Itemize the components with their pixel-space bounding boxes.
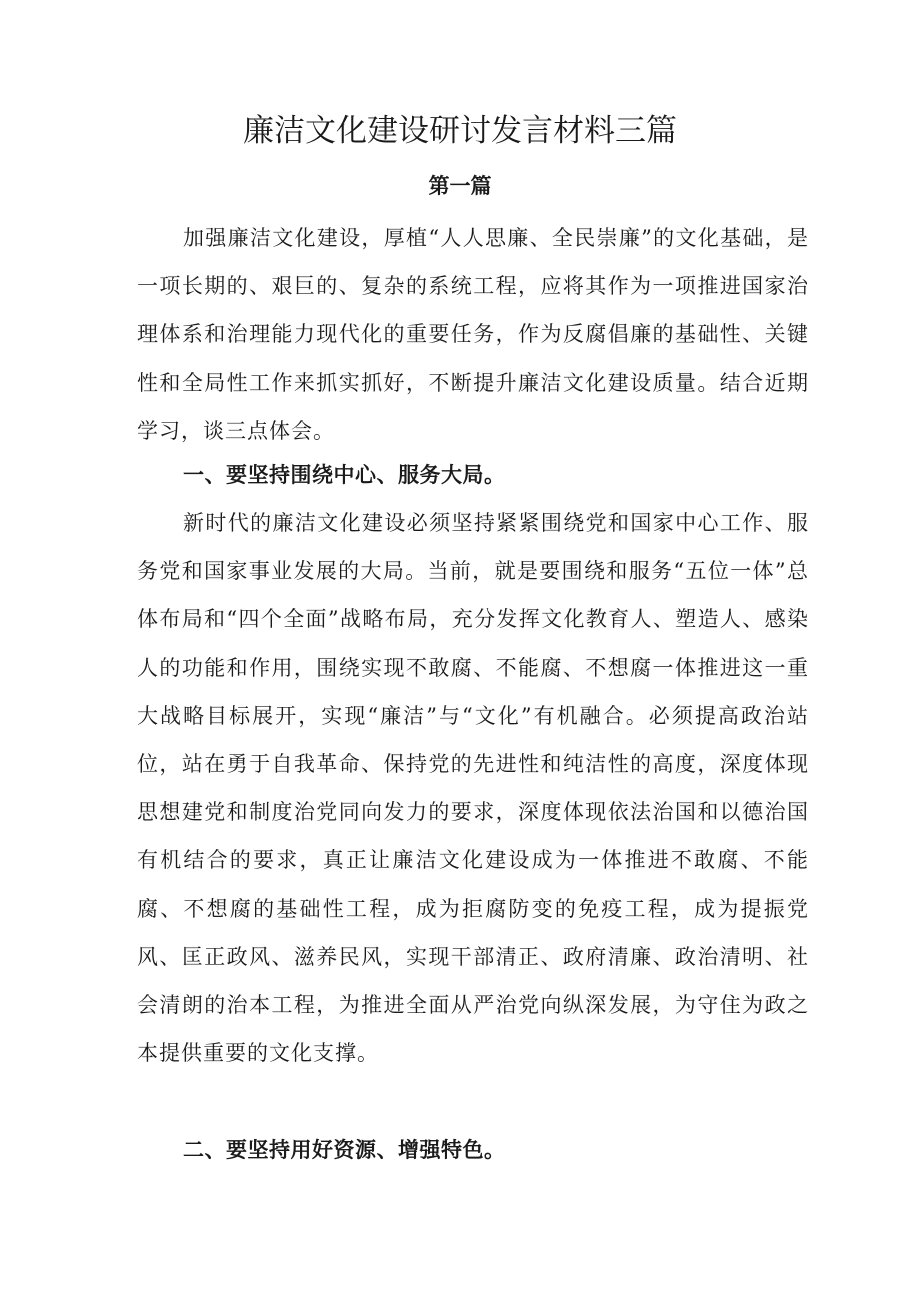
section-heading-1: 一、要坚持围绕中心、服务大局。 xyxy=(183,463,506,487)
section-heading-2: 二、要坚持用好资源、增强特色。 xyxy=(183,1138,506,1162)
document-title: 廉洁文化建设研讨发言材料三篇 xyxy=(243,113,677,149)
body-paragraph-1: 新时代的廉洁文化建设必须坚持紧紧围绕党和国家中心工作、服务党和国家事业发展的大局。当前，就是要围绕和服务“五位一体”总体布局和“四个全面”战略布局，充分发挥文化教育人、塑造人、感染人的功能和作用，围绕实现不敢腐、不能腐、不想腐一体推进这一重大战略目标展开，实现“廉洁”与“文化”有机融合。必须提高政治站位，站在勇于自我革命、保持党的先进性和纯洁性的高度，深度体现思想建党和制度治党同向发力的要求，深度体现依法治国和以德治国有机结合的要求，真正让廉洁文化建设成为一体推进不敢腐、不能腐、不想腐的基础性工程，成为拒腐防变的免疫工程，成为提振党风、匡正政风、滋养民风，实现干部清正、政府清廉、政治清明、社会清朗的治本工程，为推进全面从严治党向纵深发展，为守住为政之本提供重要的文化支撑。 xyxy=(137,511,809,1066)
section-subtitle: 第一篇 xyxy=(428,174,492,198)
body-paragraph-intro: 加强廉洁文化建设，厚植“人人思廉、全民崇廉”的文化基础，是一项长期的、艰巨的、复杂的系统工程，应将其作为一项推进国家治理体系和治理能力现代化的重要任务，作为反腐倡廉的基础性、关键性和全局性工作来抓实抓好，不断提升廉洁文化建设质量。结合近期学习，谈三点体会。 xyxy=(137,226,809,443)
